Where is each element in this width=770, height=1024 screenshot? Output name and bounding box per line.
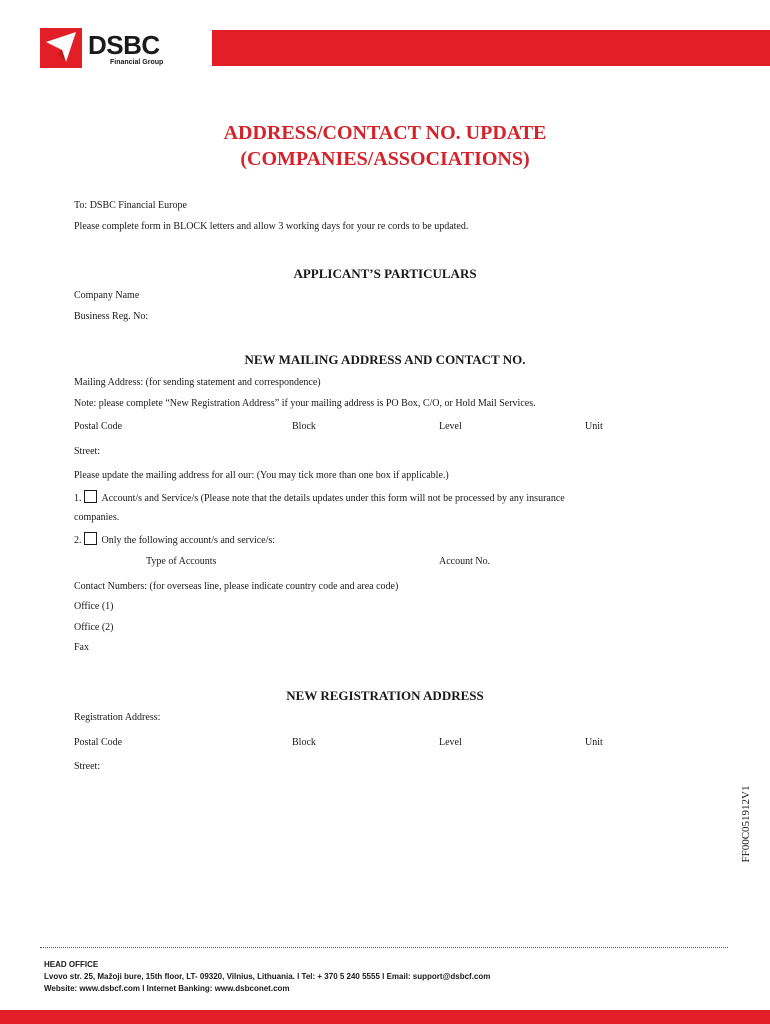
mailing-postal-code-label: Postal Code <box>74 421 123 432</box>
type-of-accounts-label: Type of Accounts <box>146 556 217 567</box>
company-name-label: Company Name <box>74 290 140 301</box>
business-reg-label: Business Reg. No: <box>74 311 149 322</box>
footer-red-bar <box>0 1010 770 1024</box>
registration-level-label: Level <box>439 737 462 748</box>
contact-numbers-label: Contact Numbers: (for overseas line, please indicate country code and area code) <box>74 581 399 592</box>
option-2-checkbox[interactable] <box>84 532 97 545</box>
footer-divider <box>40 947 728 948</box>
mailing-note: Note: please complete “New Registration Address” if your mailing address is PO Box, C/O, or Hold Mail Services. <box>74 398 536 409</box>
option-1-number: 1. <box>74 493 82 504</box>
footer-web-line: Website: www.dsbcf.com l Internet Banking: www.dsbconet.com <box>44 984 290 993</box>
registration-block-label: Block <box>292 737 316 748</box>
office-1-label: Office (1) <box>74 601 114 612</box>
update-scope-note: Please update the mailing address for all our: (You may tick more than one box if applicable.) <box>74 470 449 481</box>
registration-heading: NEW REGISTRATION ADDRESS <box>286 688 484 703</box>
logo-subtitle: Financial Group <box>110 59 164 66</box>
footer-head-office: HEAD OFFICE <box>44 960 99 969</box>
mailing-heading: NEW MAILING ADDRESS AND CONTACT NO. <box>244 352 526 367</box>
mailing-level-label: Level <box>439 421 462 432</box>
option-1-continued: companies. <box>74 512 120 523</box>
registration-postal-code-label: Postal Code <box>74 737 123 748</box>
option-2-number: 2. <box>74 535 82 546</box>
fax-label: Fax <box>74 642 89 653</box>
page-title-line1: ADDRESS/CONTACT NO. UPDATE <box>223 122 547 144</box>
mailing-unit-label: Unit <box>585 421 603 432</box>
applicant-heading: APPLICANT’S PARTICULARS <box>293 266 477 281</box>
instruction-line: Please complete form in BLOCK letters and allow 3 working days for your re cords to be updated. <box>74 221 469 232</box>
mailing-street-label: Street: <box>74 446 101 457</box>
option-2-text: Only the following account/s and service/s: <box>101 535 276 546</box>
option-1-checkbox[interactable] <box>84 490 97 503</box>
mailing-block-label: Block <box>292 421 316 432</box>
page-title-line2: (COMPANIES/ASSOCIATIONS) <box>240 148 530 170</box>
recipient-line: To: DSBC Financial Europe <box>74 200 187 211</box>
footer-address-line: Lvovo str. 25, Mažoji bure, 15th floor, LT- 09320, Vilnius, Lithuania. l Tel: + 370 5 240 5555 l Email: support@dsbcf.com <box>44 972 491 981</box>
registration-address-label: Registration Address: <box>74 712 161 723</box>
account-no-label: Account No. <box>439 556 491 567</box>
mailing-address-label: Mailing Address: (for sending statement and correspondence) <box>74 377 321 388</box>
logo-arrow-icon <box>40 28 82 68</box>
header-red-bar <box>212 30 770 66</box>
option-2-row <box>74 532 275 547</box>
option-1-row <box>74 490 565 505</box>
registration-street-label: Street: <box>74 761 101 772</box>
form-code: FF00C051912V1 <box>740 785 752 863</box>
company-logo <box>40 28 180 70</box>
registration-unit-label: Unit <box>585 737 603 748</box>
logo-name: DSBC <box>88 30 160 60</box>
option-1-text: Account/s and Service/s (Please note that the details updates under this form will not be processed by any insurance <box>101 493 565 504</box>
office-2-label: Office (2) <box>74 622 114 633</box>
